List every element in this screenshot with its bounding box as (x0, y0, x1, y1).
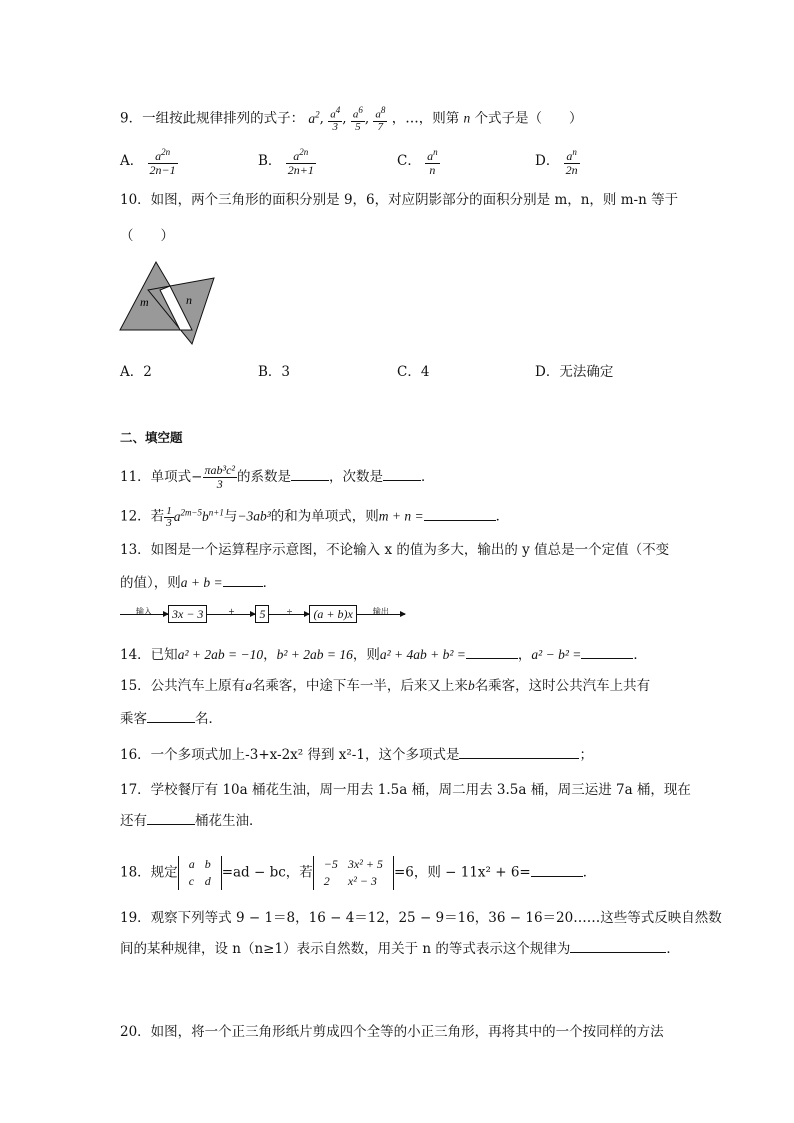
q11-blank-2[interactable] (383, 466, 421, 481)
q10-paren: （ ） (120, 228, 174, 244)
q13-blank[interactable] (223, 572, 263, 587)
flow-op-2: ÷ (286, 607, 293, 616)
flow-op-1: + (228, 607, 235, 616)
q18-blank[interactable] (531, 862, 583, 877)
q18-determinant-given: −5 3x² + 5 2 x² − 3 (313, 856, 394, 890)
flow-output-label: 输出 (372, 607, 389, 616)
q16-blank[interactable] (459, 744, 579, 759)
q11-frac: $\frac{\text{πab³c²}}{3}$ (204, 463, 236, 491)
flow-box-3: (a + b)x (309, 605, 356, 623)
q17-line2: 还有 桶花生油． (120, 810, 263, 831)
q14-blank-2[interactable] (581, 644, 633, 659)
flow-box-2: 5 (255, 605, 269, 623)
q9-stem-text: 9．一组按此规律排列的式子： (120, 110, 305, 127)
q10-option-a[interactable]: A．2 (120, 364, 152, 380)
q18: 18．规定 a b c d =ad − bc，若 −5 3x² + 5 2 x² − 3 =6，则 − 11x² + 6= ． (120, 857, 597, 888)
q13-line2: 的值），则a + b = ． (120, 572, 276, 593)
q9-option-d-frac: $\frac{a^n}{2n}$ (565, 147, 578, 177)
q15-line2: 乘客 名． (120, 708, 222, 729)
q13-line1: 13．如图是一个运算程序示意图，不论输入 x 的值为多大，输出的 y 值总是一个定值（不变 (120, 542, 670, 558)
flow-input-label: 输入 (136, 607, 152, 616)
q10-figure (118, 260, 218, 350)
q10-label-m: m (140, 295, 149, 309)
q11-blank-1[interactable] (291, 466, 329, 481)
q9-stem: 9．一组按此规律排列的式子： $a^2$, $\frac{a^4}{3}$ , $\frac{a^6}{5}$ , $\frac{a^8}{7}$ ，…，则第 n 个式子是（ ） (120, 105, 583, 133)
q19-line2: 间的某种规律，设 n（n≥1）表示自然数，用关于 n 的等式表示这个规律为 ． (120, 938, 680, 959)
q17-line1: 17．学校餐厅有 10a 桶花生油，周一用去 1.5a 桶，周二用去 3.5a 桶，周三运进 7a 桶，现在 (120, 782, 691, 798)
q13-flowchart (120, 604, 405, 624)
q17-blank[interactable] (147, 810, 195, 825)
q9-option-c-frac: $\frac{a^n}{n}$ (427, 147, 438, 177)
q19-blank[interactable] (570, 938, 666, 953)
q9-term-1: $a^2$ (308, 109, 320, 126)
q9-term-4: $\frac{a^8}{7}$ (375, 105, 386, 133)
section-heading: 二、填空题 (120, 430, 183, 445)
q12: 12．若 $\frac{1}{3}$ $a^{2m-5}b^{n+1}$与−3ab³的和为单项式，则m + n = ． (120, 504, 510, 529)
q10-option-c[interactable]: C．4 (397, 364, 430, 380)
q14-blank-1[interactable] (466, 644, 518, 659)
q9-option-a[interactable]: A． $\frac{a^{2n}}{2n-1}$ (120, 147, 176, 177)
q9-stem-text-b: ，…，则第 (391, 110, 460, 127)
flow-box-1: 3x − 3 (168, 605, 207, 623)
q9-option-c[interactable]: C． $\frac{a^n}{n}$ (397, 147, 438, 177)
q10-label-n: n (186, 293, 192, 307)
q9-stem-text-c: 个式子是（ ） (474, 110, 583, 127)
q11: 11．单项式− $\frac{\text{πab³c²}}{3}$ 的系数是 ，次数是 ． (120, 463, 435, 491)
q18-determinant-def: a b c d (178, 856, 222, 890)
q9-option-b-frac: $\frac{a^{2n}}{2n+1}$ (287, 147, 314, 177)
q14: 14．已知a² + 2ab = −10，b² + 2ab = 16，则a² + 4ab + b² = ，a² − b² = ． (120, 644, 647, 665)
q10-stem: 10．如图，两个三角形的面积分别是 9，6，对应阴影部分的面积分别是 m，n，则 m-n 等于 (120, 192, 679, 208)
q9-term-2: $\frac{a^4}{3}$ (330, 105, 341, 133)
q9-option-b[interactable]: B． $\frac{a^{2n}}{2n+1}$ (258, 147, 314, 177)
q15-line1: 15．公共汽车上原有a名乘客，中途下车一半，后来又上来b名乘客，这时公共汽车上共有 (120, 678, 651, 694)
q10-option-d[interactable]: D．无法确定 (535, 364, 614, 380)
q9-option-a-frac: $\frac{a^{2n}}{2n-1}$ (149, 147, 176, 177)
q10-option-b[interactable]: B．3 (258, 364, 291, 380)
q20-line1: 20．如图，将一个正三角形纸片剪成四个全等的小正三角形，再将其中的一个按同样的方法 (120, 1024, 664, 1040)
q19-line1: 19．观察下列等式 9 − 1＝8，16 − 4＝12，25 − 9＝16，36 − 16＝20……这些等式反映自然数 (120, 910, 722, 926)
q9-n: n (463, 110, 471, 126)
q9-term-3: $\frac{a^6}{5}$ (352, 105, 363, 133)
q12-frac: $\frac{1}{3}$ (166, 504, 172, 529)
q9-option-d[interactable]: D． $\frac{a^n}{2n}$ (535, 147, 578, 177)
q12-blank[interactable] (424, 506, 496, 521)
q15-blank[interactable] (147, 708, 195, 723)
q16: 16．一个多项式加上-3+x-2x² 得到 x²-1，这个多项式是 ； (120, 744, 593, 765)
